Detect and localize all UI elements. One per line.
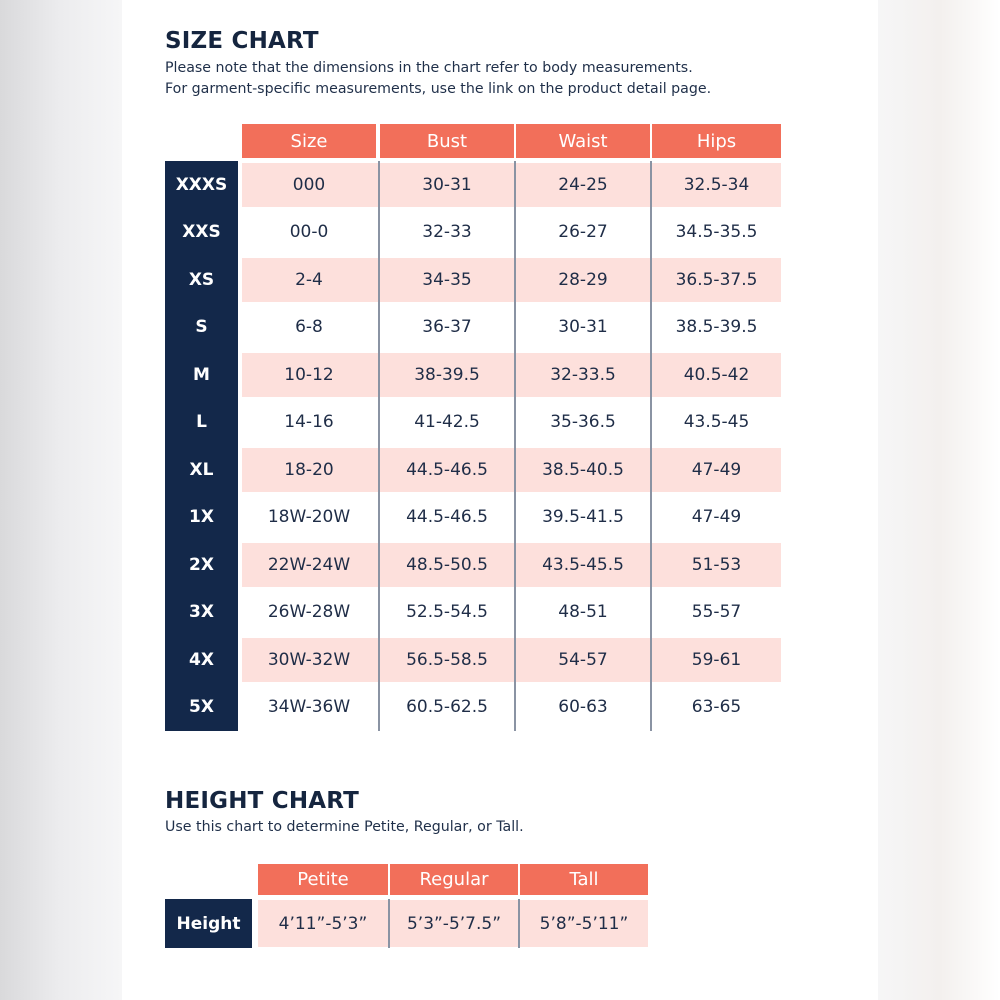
table-cell: 18-20	[284, 459, 334, 480]
column-divider	[518, 899, 520, 948]
table-cell: 60-63	[558, 697, 608, 718]
table-cell: 14-16	[284, 412, 334, 433]
table-cell: 34W-36W	[267, 697, 351, 718]
table-row	[242, 163, 781, 207]
table-cell: 26W-28W	[267, 602, 351, 623]
size-header-2: Waist	[516, 124, 650, 158]
table-cell: 36.5-37.5	[675, 269, 758, 290]
height-chart-title: HEIGHT CHART	[165, 788, 360, 814]
height-cell: 5’8”-5’11”	[539, 913, 629, 934]
table-cell: 39.5-41.5	[542, 507, 624, 528]
table-row	[242, 686, 781, 730]
size-label: 5X	[189, 697, 214, 718]
table-cell: 59-61	[691, 649, 742, 670]
table-cell: 22W-24W	[267, 554, 351, 575]
height-cell: 4’11”-5’3”	[278, 913, 368, 934]
table-cell: 38.5-40.5	[542, 459, 624, 480]
table-cell: 32-33	[422, 222, 472, 243]
column-divider	[514, 161, 516, 731]
table-cell: 2-4	[295, 269, 323, 290]
size-chart-note-line1: Please note that the dimensions in the chart refer to body measurements.	[165, 60, 693, 76]
size-label: L	[196, 412, 207, 433]
size-label: M	[193, 364, 210, 385]
table-cell: 55-57	[691, 602, 742, 623]
table-cell: 000	[292, 174, 326, 195]
table-cell: 30-31	[422, 174, 472, 195]
size-guide-sheet	[122, 0, 878, 1000]
table-row	[242, 543, 781, 587]
height-header-2: Tall	[520, 864, 648, 895]
table-cell: 52.5-54.5	[406, 602, 488, 623]
table-cell: 35-36.5	[550, 412, 616, 433]
column-divider	[388, 899, 390, 948]
column-divider	[650, 161, 652, 731]
table-cell: 47-49	[691, 507, 742, 528]
size-label: S	[195, 317, 208, 338]
size-header-1: Bust	[380, 124, 514, 158]
table-cell: 40.5-42	[683, 364, 750, 385]
table-cell: 38.5-39.5	[675, 317, 758, 338]
height-header-1: Regular	[390, 864, 518, 895]
size-header-0: Size	[242, 124, 376, 158]
table-cell: 30W-32W	[267, 649, 351, 670]
table-cell: 26-27	[558, 222, 608, 243]
height-row-label: Height	[165, 899, 252, 948]
height-chart-note: Use this chart to determine Petite, Regular, or Tall.	[165, 819, 524, 835]
size-label: XL	[189, 459, 214, 480]
table-cell: 60.5-62.5	[406, 697, 488, 718]
table-cell: 32-33.5	[550, 364, 616, 385]
table-cell: 54-57	[558, 649, 608, 670]
height-cell: 5’3”-5’7.5”	[406, 913, 502, 934]
height-table-row	[258, 900, 648, 947]
table-cell: 36-37	[422, 317, 472, 338]
size-label: 3X	[189, 602, 214, 623]
table-cell: 34-35	[422, 269, 472, 290]
size-label-column	[165, 161, 238, 731]
size-label: XS	[188, 269, 215, 290]
table-row	[242, 353, 781, 397]
size-label: XXXS	[175, 174, 228, 195]
table-row	[242, 591, 781, 635]
table-cell: 34.5-35.5	[675, 222, 758, 243]
table-row	[242, 448, 781, 492]
size-chart-title: SIZE CHART	[165, 28, 319, 54]
table-cell: 18W-20W	[267, 507, 351, 528]
table-row	[242, 496, 781, 540]
size-label: XXS	[182, 222, 221, 243]
table-cell: 56.5-58.5	[406, 649, 488, 670]
table-cell: 48-51	[558, 602, 608, 623]
size-chart-note-line2: For garment-specific measurements, use the link on the product detail page.	[165, 81, 712, 97]
table-cell: 00-0	[289, 222, 329, 243]
size-label: 2X	[189, 554, 214, 575]
table-cell: 38-39.5	[414, 364, 480, 385]
table-cell: 44.5-46.5	[406, 459, 488, 480]
table-row	[242, 401, 781, 445]
table-cell: 63-65	[691, 697, 742, 718]
table-cell: 6-8	[295, 317, 323, 338]
table-row	[242, 211, 781, 255]
table-cell: 32.5-34	[683, 174, 750, 195]
table-cell: 51-53	[691, 554, 742, 575]
table-cell: 48.5-50.5	[406, 554, 488, 575]
table-cell: 30-31	[558, 317, 608, 338]
size-label: 1X	[189, 507, 214, 528]
table-cell: 47-49	[691, 459, 742, 480]
table-cell: 44.5-46.5	[406, 507, 488, 528]
table-row	[242, 258, 781, 302]
table-row	[242, 306, 781, 350]
table-cell: 28-29	[558, 269, 608, 290]
size-header-3: Hips	[652, 124, 781, 158]
table-cell: 41-42.5	[414, 412, 480, 433]
table-cell: 24-25	[558, 174, 608, 195]
table-cell: 43.5-45.5	[542, 554, 624, 575]
table-cell: 43.5-45	[683, 412, 750, 433]
column-divider	[378, 161, 380, 731]
height-header-0: Petite	[258, 864, 388, 895]
size-label: 4X	[189, 649, 214, 670]
table-row	[242, 638, 781, 682]
table-cell: 10-12	[284, 364, 334, 385]
